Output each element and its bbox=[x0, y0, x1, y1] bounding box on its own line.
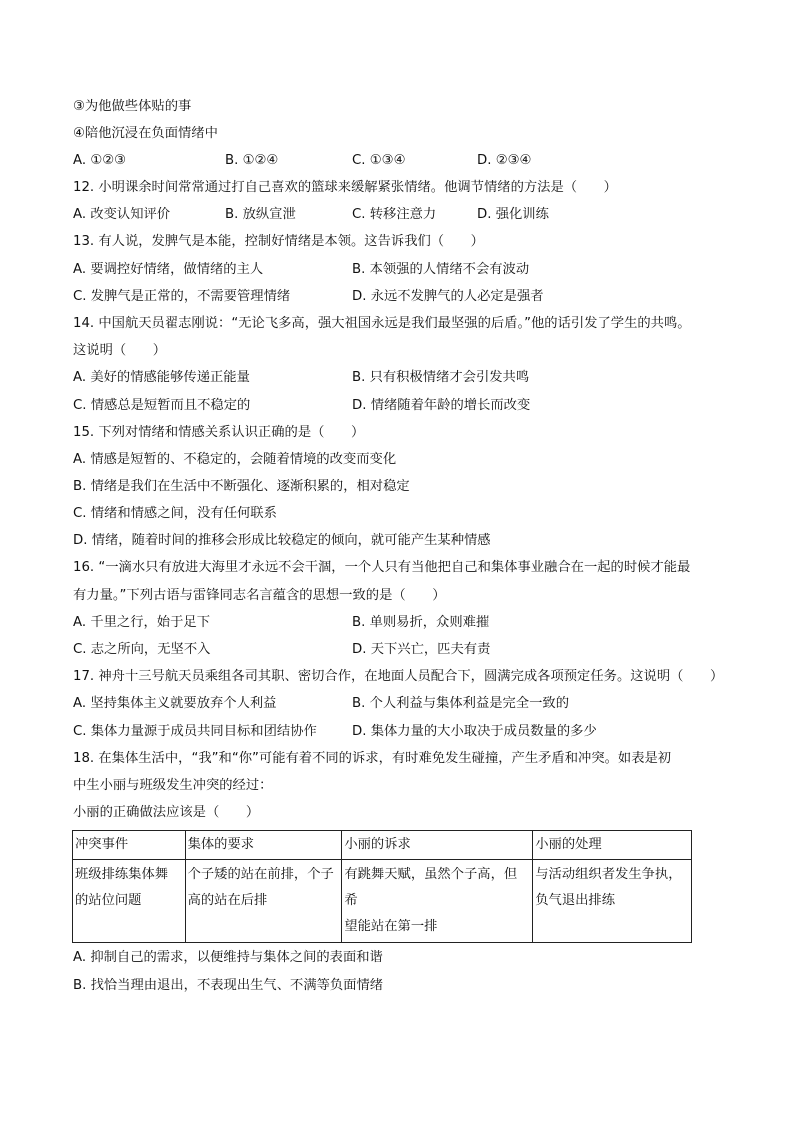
q16-option-c: C. 志之所向，无坚不入 bbox=[73, 642, 211, 657]
table-header-cell: 小丽的诉求 bbox=[342, 831, 533, 860]
cell-line: 负气退出排练 bbox=[535, 893, 616, 908]
q14-stem-line1: 14. 中国航天员翟志刚说：“无论飞多高，强大祖国永远是我们最坚强的后盾。”他的话引发了学生的共鸣。 bbox=[73, 316, 691, 331]
cell-line: 个子矮的站在前排，个子 bbox=[187, 867, 334, 882]
table-row bbox=[73, 860, 692, 943]
q18-stem-line3: 小丽的正确做法应该是（ ） bbox=[73, 805, 260, 820]
q15-option-a: A. 情感是短暂的、不稳定的，会随着情境的改变而变化 bbox=[73, 452, 397, 467]
q11-option-c: C. ①③④ bbox=[352, 153, 406, 168]
cell-line: 高的站在后排 bbox=[187, 893, 268, 908]
q17-option-c: C. 集体力量源于成员共同目标和团结协作 bbox=[73, 724, 317, 739]
table-cell bbox=[533, 860, 692, 943]
q12-option-c: C. 转移注意力 bbox=[352, 207, 437, 222]
cell-line: 班级排练集体舞 bbox=[75, 867, 169, 882]
q14-option-d: D. 情绪随着年龄的增长而改变 bbox=[352, 398, 531, 413]
q13-option-d: D. 永远不发脾气的人必定是强者 bbox=[352, 289, 544, 304]
q18-option-a: A. 抑制自己的需求，以便维持与集体之间的表面和谐 bbox=[73, 950, 383, 965]
conflict-table bbox=[72, 830, 692, 943]
q15-stem: 15. 下列对情绪和情感关系认识正确的是（ ） bbox=[73, 425, 365, 440]
cell-line: 与活动组织者发生争执， bbox=[535, 867, 682, 882]
cell-line: 望能站在第一排 bbox=[344, 919, 438, 934]
q13-option-a: A. 要调控好情绪，做情绪的主人 bbox=[73, 262, 264, 277]
q16-option-d: D. 天下兴亡，匹夫有责 bbox=[352, 642, 491, 657]
q11-option-a: A. ①②③ bbox=[73, 153, 127, 168]
q16-option-a: A. 千里之行，始于足下 bbox=[73, 615, 210, 630]
q11-option-b: B. ①②④ bbox=[225, 153, 279, 168]
q16-stem-line1: 16. “一滴水只有放进大海里才永远不会干涸，一个人只有当他把自己和集体事业融合在一起的时候才能最 bbox=[73, 560, 691, 575]
q13-stem: 13. 有人说，发脾气是本能，控制好情绪是本领。这告诉我们（ ） bbox=[73, 234, 484, 249]
q17-stem: 17. 神舟十三号航天员乘组各司其职、密切合作，在地面人员配合下，圆满完成各项预定任务。这说明（ ） bbox=[73, 669, 724, 684]
q17-option-a: A. 坚持集体主义就要放弃个人利益 bbox=[73, 696, 277, 711]
q12-stem: 12. 小明课余时间常常通过打自己喜欢的篮球来缓解紧张情绪。他调节情绪的方法是（ ） bbox=[73, 180, 617, 195]
q17-option-d: D. 集体力量的大小取决于成员数量的多少 bbox=[352, 724, 597, 739]
table-header-cell: 小丽的处理 bbox=[533, 831, 692, 860]
q14-stem-line2: 这说明（ ） bbox=[73, 343, 167, 358]
table-header-row bbox=[73, 831, 692, 860]
table-cell bbox=[342, 860, 533, 943]
q13-option-b: B. 本领强的人情绪不会有波动 bbox=[352, 262, 530, 277]
table-header-cell: 冲突事件 bbox=[73, 831, 186, 860]
cell-line: 有跳舞天赋，虽然个子高，但希 bbox=[344, 867, 518, 908]
q18-option-b: B. 找恰当理由退出，不表现出生气、不满等负面情绪 bbox=[73, 978, 384, 993]
q11-item-3: ③为他做些体贴的事 bbox=[73, 99, 192, 114]
q12-option-d: D. 强化训练 bbox=[477, 207, 549, 222]
q14-option-a: A. 美好的情感能够传递正能量 bbox=[73, 370, 250, 385]
q14-option-b: B. 只有积极情绪才会引发共鸣 bbox=[352, 370, 530, 385]
q11-item-4: ④陪他沉浸在负面情绪中 bbox=[73, 126, 218, 141]
table-header-cell: 集体的要求 bbox=[185, 831, 342, 860]
q18-stem-line2: 中生小丽与班级发生冲突的经过： bbox=[73, 778, 273, 793]
q18-stem-line1: 18. 在集体生活中，“我”和“你”可能有着不同的诉求，有时难免发生碰撞，产生矛盾和冲突。如表是初 bbox=[73, 751, 672, 766]
q12-option-a: A. 改变认知评价 bbox=[73, 207, 171, 222]
table-cell bbox=[73, 860, 186, 943]
q11-option-d: D. ②③④ bbox=[477, 153, 532, 168]
cell-line: 的站位问题 bbox=[75, 893, 142, 908]
q15-option-d: D. 情绪，随着时间的推移会形成比较稳定的倾向，就可能产生某种情感 bbox=[73, 533, 491, 548]
q15-option-b: B. 情绪是我们在生活中不断强化、逐渐积累的，相对稳定 bbox=[73, 479, 410, 494]
q14-option-c: C. 情感总是短暂而且不稳定的 bbox=[73, 398, 251, 413]
q16-option-b: B. 单则易折，众则难摧 bbox=[352, 615, 490, 630]
q13-option-c: C. 发脾气是正常的，不需要管理情绪 bbox=[73, 289, 291, 304]
q12-option-b: B. 放纵宣泄 bbox=[225, 207, 296, 222]
table-cell bbox=[185, 860, 342, 943]
q17-option-b: B. 个人利益与集体利益是完全一致的 bbox=[352, 696, 570, 711]
q16-stem-line2: 有力量。”下列古语与雷锋同志名言蕴含的思想一致的是（ ） bbox=[73, 588, 446, 603]
q15-option-c: C. 情绪和情感之间，没有任何联系 bbox=[73, 506, 277, 521]
